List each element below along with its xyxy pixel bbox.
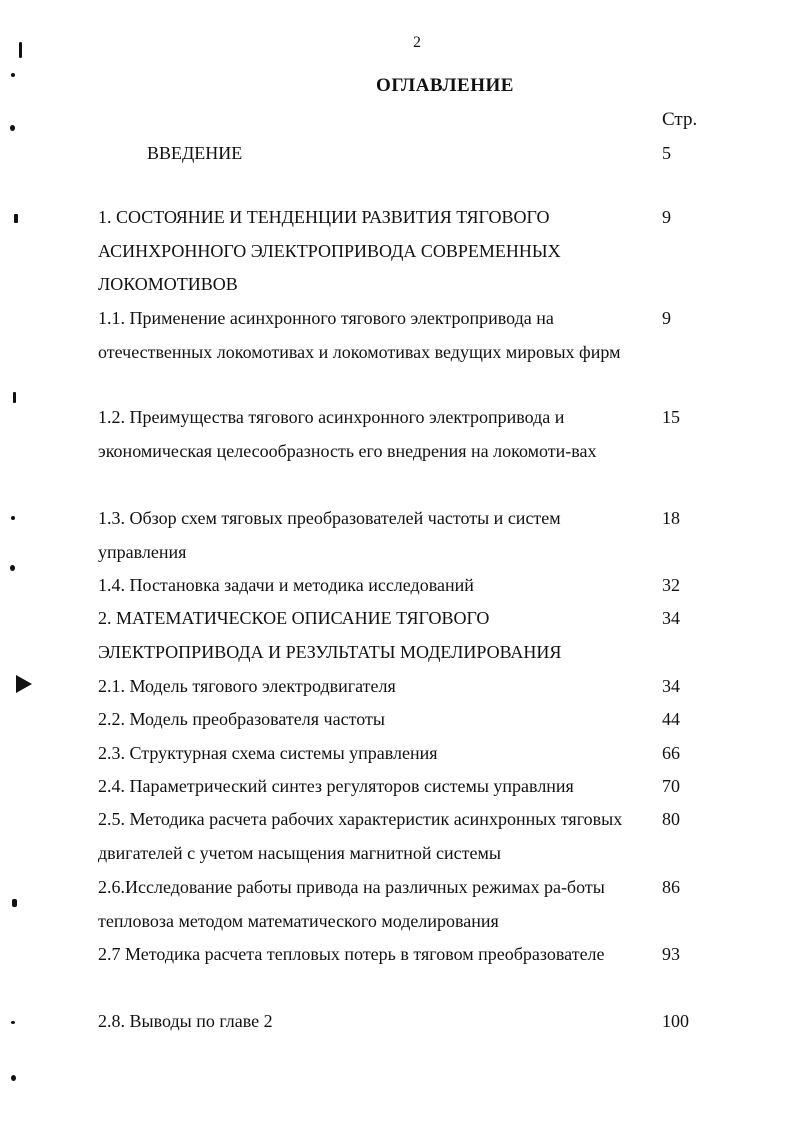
toc-entry-text: 1.1. Применение асинхронного тягового электропривода на отечественных локомотивах и локомотивах ведущих мировых фирм [98, 308, 621, 362]
toc-entry-page: 15 [662, 407, 680, 427]
toc-entry-text: 2.7 Методика расчета тепловых потерь в тяговом преобразователе [98, 944, 605, 964]
toc-entry-page: 18 [662, 508, 680, 528]
toc-entry-page: 100 [662, 1011, 689, 1031]
toc-entry-page: 80 [662, 809, 680, 829]
toc-entry-page: 66 [662, 743, 680, 763]
toc-entry-text: 1.2. Преимущества тягового асинхронного электропривода и экономическая целесообразность его внедрения на локомоти-вах [98, 407, 597, 461]
scan-speck [11, 1075, 16, 1081]
toc-entry-page: 86 [662, 877, 680, 897]
toc-entry-text: 2.3. Структурная схема системы управления [98, 743, 438, 763]
toc-entry-page: 34 [662, 608, 680, 628]
toc-entry-text: 2.4. Параметрический синтез регуляторов системы управлния [98, 776, 574, 796]
toc-entry-page: 32 [662, 575, 680, 595]
toc-entry-page: 70 [662, 776, 680, 796]
scan-speck [14, 214, 18, 223]
scan-speck [13, 392, 16, 403]
scan-speck [12, 899, 17, 907]
toc-entry-text: 2.5. Методика расчета рабочих характеристик асинхронных тяговых двигателей с учетом насыщения магнитной системы [98, 809, 623, 863]
toc-entry-text: 2. МАТЕМАТИЧЕСКОЕ ОПИСАНИЕ ТЯГОВОГО ЭЛЕКТРОПРИВОДА И РЕЗУЛЬТАТЫ МОДЕЛИРОВАНИЯ [98, 608, 562, 662]
toc-entry-text: 1.4. Постановка задачи и методика исследований [98, 575, 474, 595]
page-column-header: Стр. [662, 109, 698, 130]
scan-speck [19, 42, 22, 58]
toc-entry-page: 44 [662, 709, 680, 729]
scan-speck [10, 565, 15, 571]
page-title: ОГЛАВЛЕНИЕ [376, 75, 514, 96]
toc-entry-text: 2.1. Модель тягового электродвигателя [98, 676, 396, 696]
toc-entry-page: 93 [662, 944, 680, 964]
toc-entry-text: 2.2. Модель преобразователя частоты [98, 709, 385, 729]
scan-speck [11, 516, 15, 520]
toc-entry-page: 5 [662, 143, 671, 163]
toc-entry-text: 1.3. Обзор схем тяговых преобразователей частоты и систем управления [98, 508, 561, 562]
toc-entry-text: 2.8. Выводы по главе 2 [98, 1011, 273, 1031]
scan-speck [16, 675, 32, 693]
toc-entry-text: 1. СОСТОЯНИЕ И ТЕНДЕНЦИИ РАЗВИТИЯ ТЯГОВОГО АСИНХРОННОГО ЭЛЕКТРОПРИВОДА СОВРЕМЕННЫХ ЛОКОМОТИВОВ [98, 207, 561, 294]
scan-speck [11, 1021, 15, 1024]
toc-entry-page: 9 [662, 308, 671, 328]
scan-speck [10, 125, 15, 131]
page-number: 2 [413, 34, 421, 51]
toc-entry-text: 2.6.Исследование работы привода на различных режимах ра-боты тепловоза методом математического моделирования [98, 877, 605, 931]
toc-entry-text: ВВЕДЕНИЕ [147, 143, 243, 163]
toc-entry-page: 34 [662, 676, 680, 696]
toc-entry-page: 9 [662, 207, 671, 227]
scan-speck [11, 73, 15, 77]
